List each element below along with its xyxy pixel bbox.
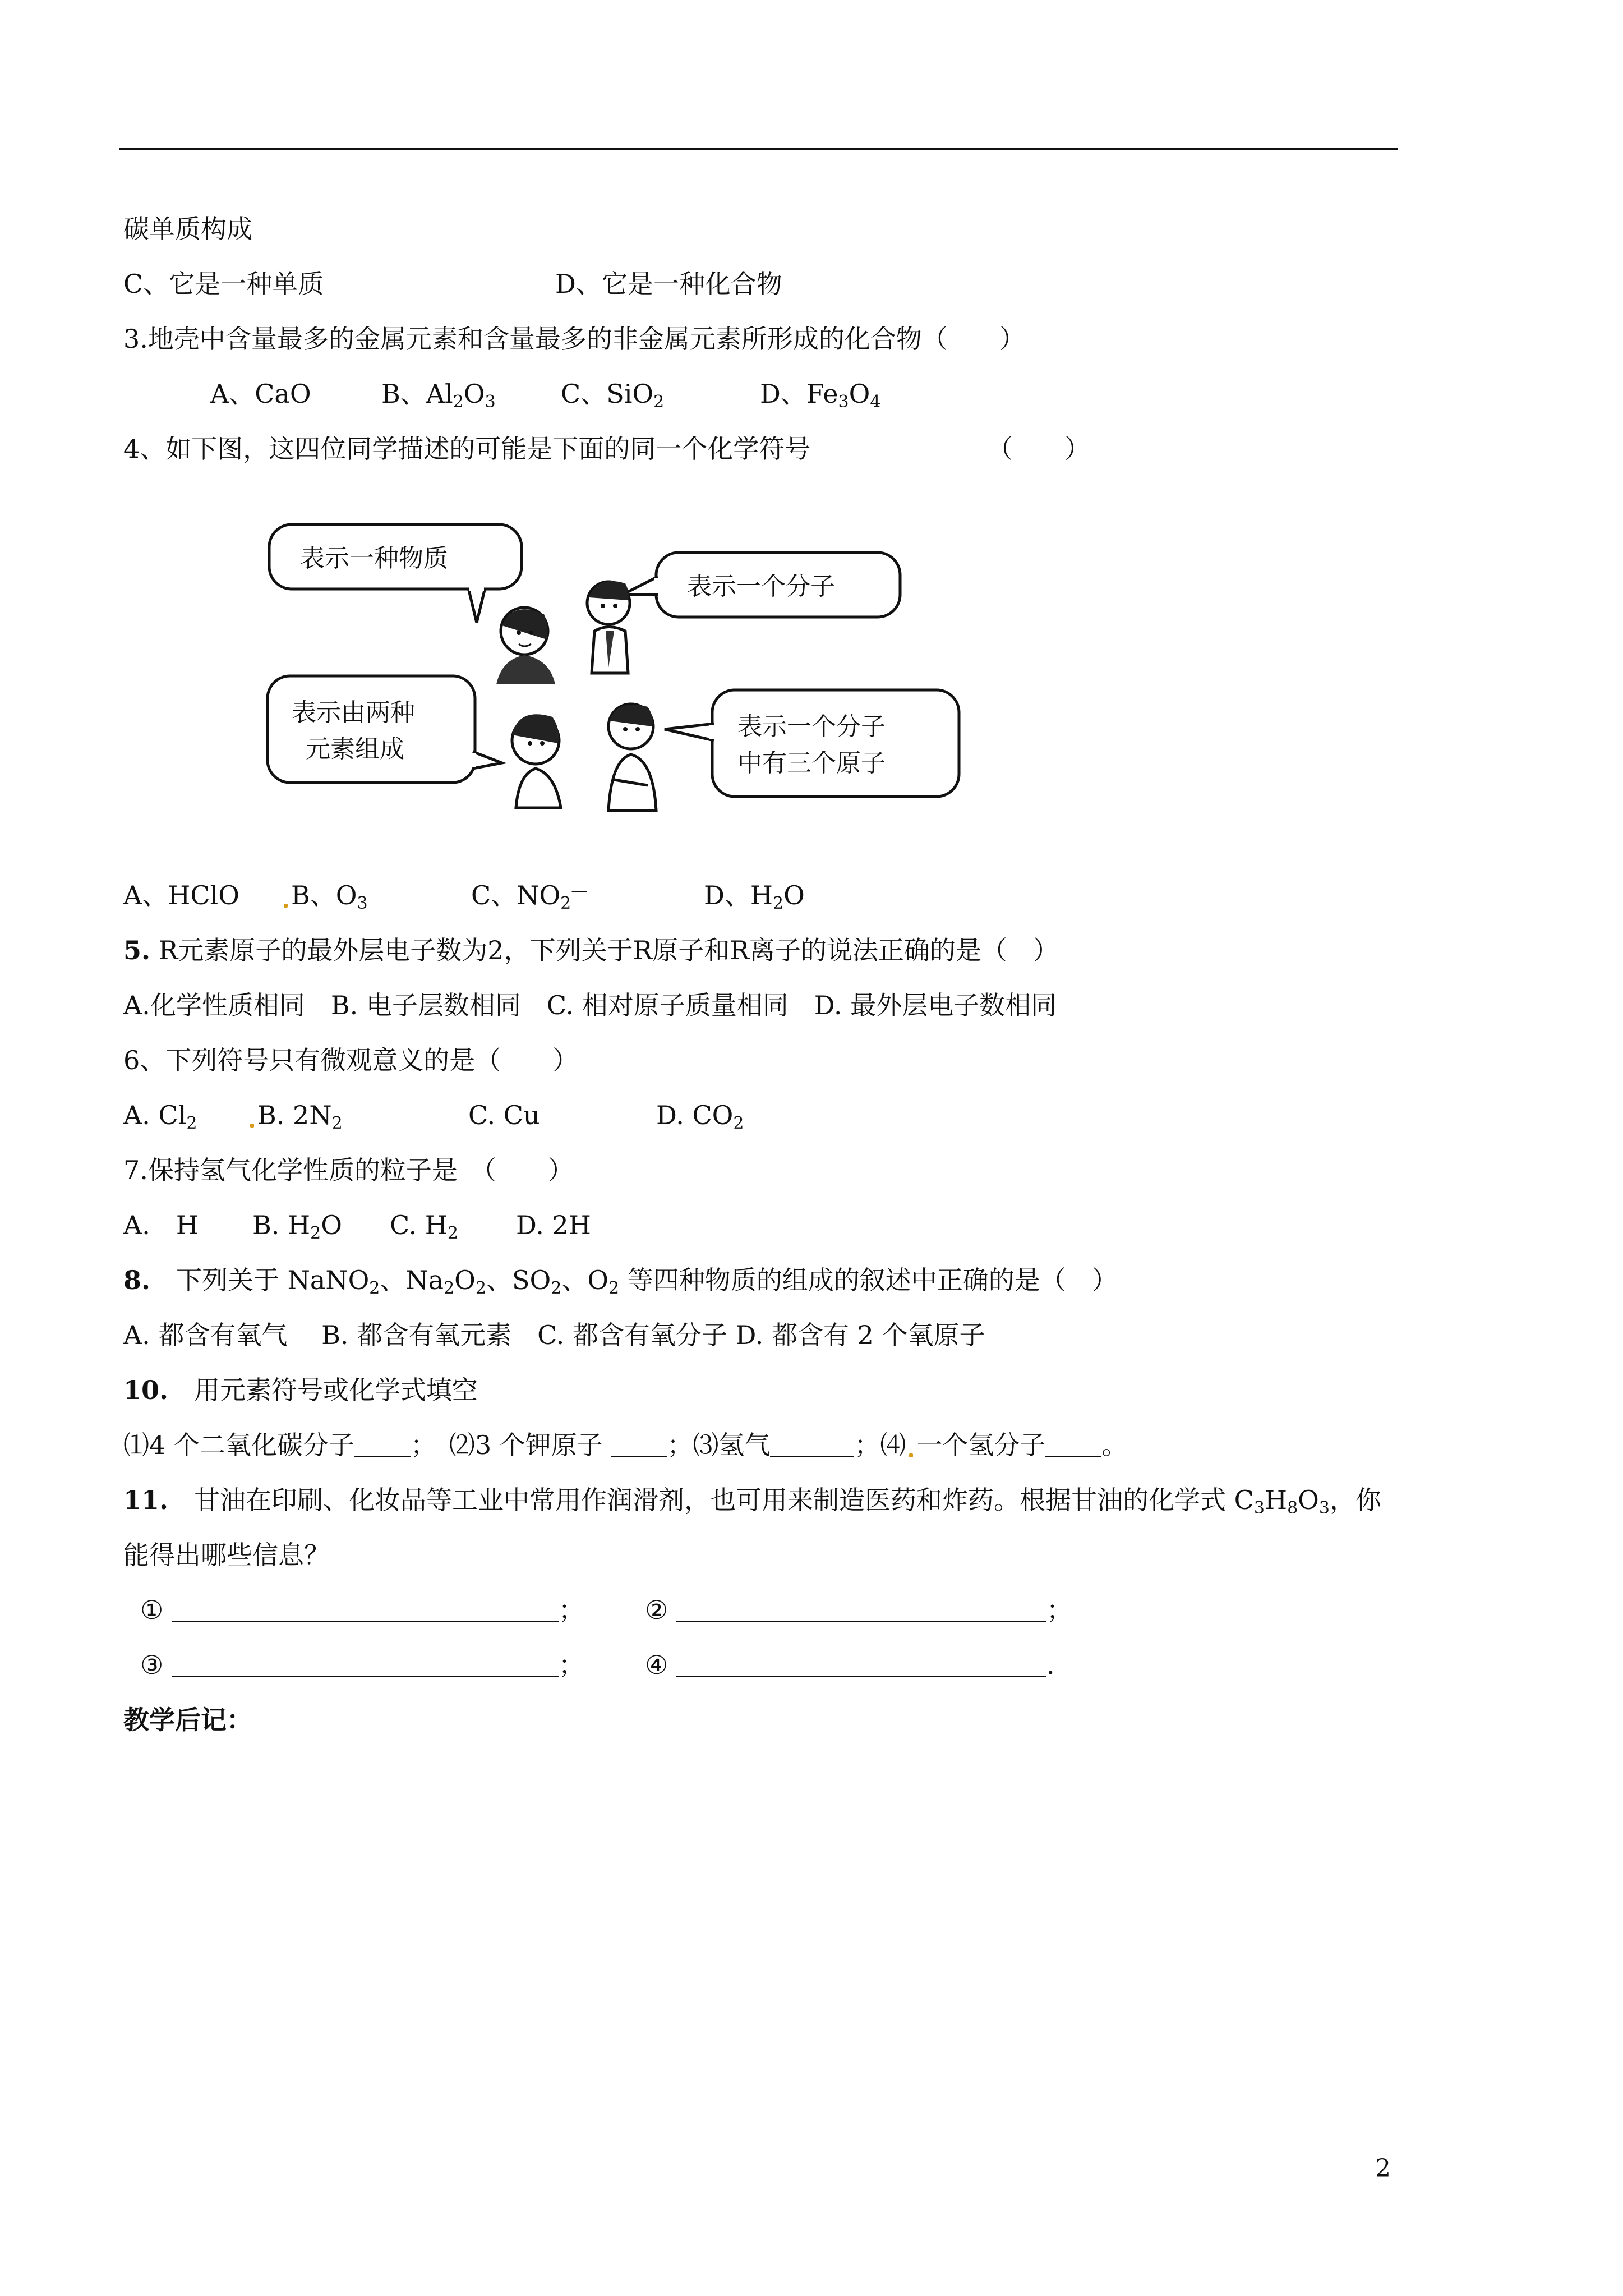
q3-option-a: A、CaO xyxy=(210,379,311,409)
bubble-1-text: 表示一种物质 xyxy=(300,544,448,573)
q4-option-a: A、HClO xyxy=(123,880,239,910)
q3-option-c: C、SiO$_2$ xyxy=(561,379,665,412)
question-4: 4、如下图，这四位同学描述的可能是下面的同一个化学符号 xyxy=(123,434,811,464)
bubble-tail xyxy=(473,752,502,769)
option-c: C、它是一种单质 xyxy=(123,269,324,299)
text-line: 碳单质构成 xyxy=(123,214,252,244)
q3-option-d: D、$Fe_3O_4$ xyxy=(760,379,881,412)
student-girl-icon xyxy=(496,608,555,684)
answer-blank[interactable] xyxy=(172,1598,559,1622)
answer-line-3: ③ ； xyxy=(140,1650,584,1680)
answer-blank[interactable] xyxy=(1045,1433,1101,1457)
question-11: 11. 甘油在印刷、化妆品等工业中常用作润滑剂，也可用来制造医药和炸药。根据甘油的化学式 $C_3H_8O_3$，你 xyxy=(123,1485,1381,1518)
speech-bubble xyxy=(712,690,959,797)
bubble-4-line1: 表示一个分子 xyxy=(737,712,886,741)
answer-blank[interactable] xyxy=(770,1433,854,1457)
q7-option-d: D. 2H xyxy=(516,1210,591,1240)
question-10: 10. 用元素符号或化学式填空 xyxy=(123,1375,478,1405)
q7-option-b: B. $H_2O$ xyxy=(252,1210,342,1243)
bubble-4-line2: 中有三个原子 xyxy=(737,749,886,777)
q4-option-c: C、$NO_2^—$ xyxy=(471,880,588,913)
answer-blank[interactable] xyxy=(676,1653,1046,1677)
mark-dot xyxy=(909,1453,913,1457)
bubble-3-line2: 元素组成 xyxy=(306,735,404,763)
q6-option-b: B. $2N_2$ xyxy=(247,1098,343,1132)
bubble-2-text: 表示一个分子 xyxy=(687,572,835,601)
teaching-notes-heading: 教学后记： xyxy=(123,1705,252,1735)
students-illustration xyxy=(255,505,990,830)
bubble-tail xyxy=(665,724,714,740)
q7-option-a: A. H xyxy=(123,1210,199,1240)
mark-dot xyxy=(284,904,288,908)
answer-blank[interactable] xyxy=(611,1433,667,1457)
q6-option-a: A. $Cl_2$ xyxy=(123,1100,197,1133)
q7-option-c: C. $H_2$ xyxy=(390,1210,459,1243)
q4-option-b: B、$O_3$ xyxy=(280,878,368,912)
answer-blank[interactable] xyxy=(172,1653,559,1677)
answer-blank[interactable] xyxy=(354,1433,411,1457)
answer-line-4: ④ . xyxy=(645,1650,1055,1680)
question-5-options: A.化学性质相同 B. 电子层数相同 C. 相对原子质量相同 D. 最外层电子数相同 xyxy=(123,990,1057,1020)
question-11-line2: 能得出哪些信息？ xyxy=(123,1540,330,1570)
bubble-tail xyxy=(468,588,485,623)
question-8: 8. 下列关于 NaNO$_2$、$Na_2O_2$、$SO_2$、$O_2$ 等四种物质的组成的叙述中正确的是（ ） xyxy=(123,1265,1118,1298)
q4-option-d: D、$H_2O$ xyxy=(704,880,805,913)
question-8-options: A. 都含有氧气 B. 都含有氧元素 C. 都含有氧分子 D. 都含有 2 个氧原子 xyxy=(123,1320,985,1350)
answer-blank[interactable] xyxy=(676,1598,1046,1622)
question-7: 7.保持氢气化学性质的粒子是 （ ） xyxy=(123,1155,574,1185)
question-4-paren: （ ） xyxy=(987,434,1090,464)
question-6: 6、下列符号只有微观意义的是（ ） xyxy=(123,1045,579,1075)
student-boy-icon xyxy=(587,581,630,673)
question-3: 3.地壳中含量最多的金属元素和含量最多的非金属元素所形成的化合物（ ） xyxy=(123,324,1025,354)
bubble-3-line1: 表示由两种 xyxy=(292,698,415,727)
student-boy-icon xyxy=(608,704,656,811)
q6-option-c: C. Cu xyxy=(468,1100,540,1130)
question-5: 5. R元素原子的最外层电子数为2，下列关于R原子和R离子的说法正确的是（ ） xyxy=(123,935,1059,965)
question-10-blanks: ⑴4 个二氧化碳分子 ； ⑵3 个钾原子 ；⑶氢气 ；⑷ 一个氢分子 。 xyxy=(123,1430,1128,1460)
mark-dot xyxy=(250,1124,254,1128)
answer-line-2: ② ； xyxy=(645,1595,1072,1625)
page-number: 2 xyxy=(1375,2154,1391,2183)
option-d: D、它是一种化合物 xyxy=(555,269,782,299)
cartoon-figure xyxy=(255,505,990,830)
student-girl-icon xyxy=(512,714,561,808)
header-rule xyxy=(119,148,1398,150)
q6-option-d: D. $CO_2$ xyxy=(656,1100,744,1133)
answer-line-1: ① ； xyxy=(140,1595,584,1625)
speech-bubble xyxy=(268,676,475,783)
q3-option-b: B、$Al_2O_3$ xyxy=(381,379,496,412)
